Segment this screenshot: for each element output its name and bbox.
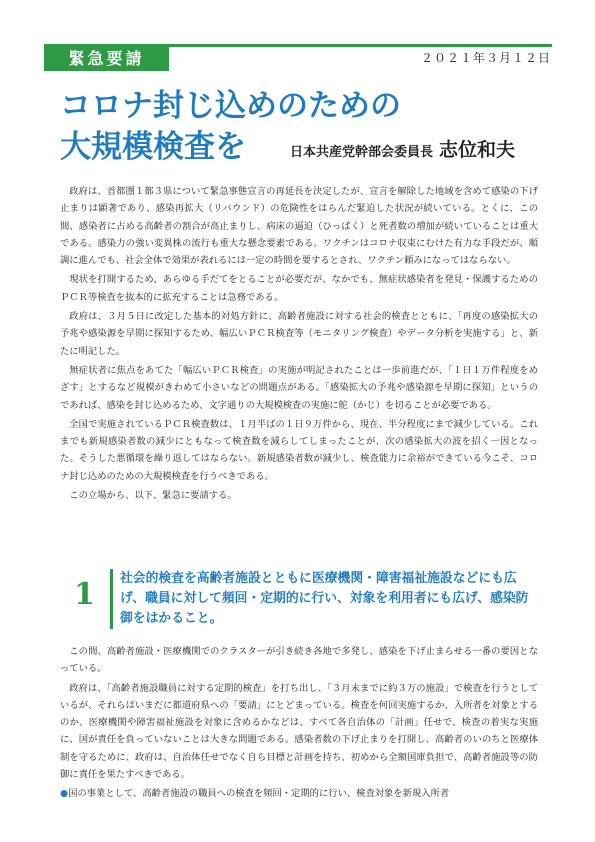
bullet-item	[60, 785, 538, 802]
section-heading: 社会的検査を高齢者施設とともに医療機関・障害福祉施設などにも広げ、職員に対して頻回・定期的に行い、対象を利用者にも広げ、感染防御をはかること。	[120, 571, 529, 626]
author-role: 日本共産党幹部会委員長	[290, 145, 434, 160]
urgent-request-badge: 緊急要請	[44, 47, 169, 71]
title-line-2: 大規模検査を	[60, 129, 246, 165]
paragraph: この立場から、以下、緊急に要請する。	[69, 490, 237, 502]
paragraph: 現状を打開するため、あらゆる手だてをとることが必要だが、なかでも、無症状感染者を発見・保護するためのＰＣＲ等検査を抜本的に拡充することは急務である。	[60, 274, 538, 303]
bullet-icon: ●	[60, 788, 69, 800]
section-divider	[110, 569, 113, 629]
title-line-1: コロナ封じ込めのための	[60, 88, 401, 124]
paragraph: 全国で実施されているＰＣＲ検査数は、１月半ばの１日９万件から、現在、半分程度にまで減少している。これまでも新規感染者数の減少にともなって検査数を減らしてしまったことが、次の感染拡大の波を招く一因となった。そうした悪循環を繰り返してはならない。新規感染者数が減少し、検査能力に余裕ができている今こそ、コロナ封じ込めのための大規模検査を行うべきである。	[60, 418, 538, 482]
intro-body	[60, 183, 538, 506]
paragraph: この間、高齢者施設・医療機関でのクラスターが引き続き各地で多発し、感染を下げ止まらせる一番の要因となっている。	[60, 646, 538, 675]
section-1-body	[60, 643, 538, 805]
author-byline	[290, 135, 515, 162]
bullet-text: 国の事業として、高齢者施設の職員への検査を頻回・定期的に行い、検査対象を新規入所者	[68, 788, 450, 800]
section-number: 1	[74, 577, 95, 612]
issue-date: ２０２１年３月１２日	[420, 51, 551, 65]
paragraph: 政府は、３月５日に改定した基本的対処方針に、高齢者施設に対する社会的検査とともに、「再度の感染拡大の予兆や感染源を早期に探知するため、幅広いＰＣＲ検査等（モニタリング検査）やデータ分析を実施する」と、新たに明記した。	[60, 311, 538, 357]
paragraph: 政府は、「高齢者施設職員に対する定期的検査」を打ち出し、「３月末までに約３万の施設」で検査を行うとしているが、それらはいまだに都道府県への「要請」にとどまっている。検査を何回実施するか、入所者を対象とするのか、医療機関や障害福祉施設を対象に含めるかなどは、すべて各自治体の「計画」任せで、検査の着実な実施に、国が責任を負っていないことは大きな問題である。感染者数の下げ止まりを打開し、高齢者のいのちと医療体制を守るために、政府は、自治体任せでなく自ら目標と計画を持ち、初めから全額国庫負担で、高齢者施設等の防御に責任を果たすべきである。	[60, 682, 538, 781]
paragraph: 無症状者に焦点をあてた「幅広いＰＣＲ検査」の実施が明記されたことは一歩前進だが、「１日１万件程度をめざす」とするなど規模がきわめて小さいなどの問題点がある。「感染拡大の予兆や感染源を早期に探知」というのであれば、感染を封じ込めるため、文字通りの大規模検査の実施に舵（かじ）を切ることが必要である。	[60, 364, 538, 411]
author-name: 志位和夫	[439, 139, 516, 161]
section-1-header	[60, 565, 538, 635]
paragraph: 政府は、首都圏１都３県について緊急事態宣言の再延長を決定したが、宣言を解除した地域を含めて感染の下げ止まりは顕著であり、感染再拡大（リバウンド）の危険性をはらんだ緊迫した状況が続いている。とくに、この間、感染者に占める高齢者の割合が高止まりし、病床の逼迫（ひっぱく）と死者数の増加が続いていることは重大である。感染力の強い変異株の流行も重大な懸念要素である。ワクチンはコロナ収束にむけた有力な手段だが、順調に進んでも、社会全体で効果が表れるには一定の時間を要するとされ、ワクチン頼みになってはならない。	[60, 186, 538, 267]
